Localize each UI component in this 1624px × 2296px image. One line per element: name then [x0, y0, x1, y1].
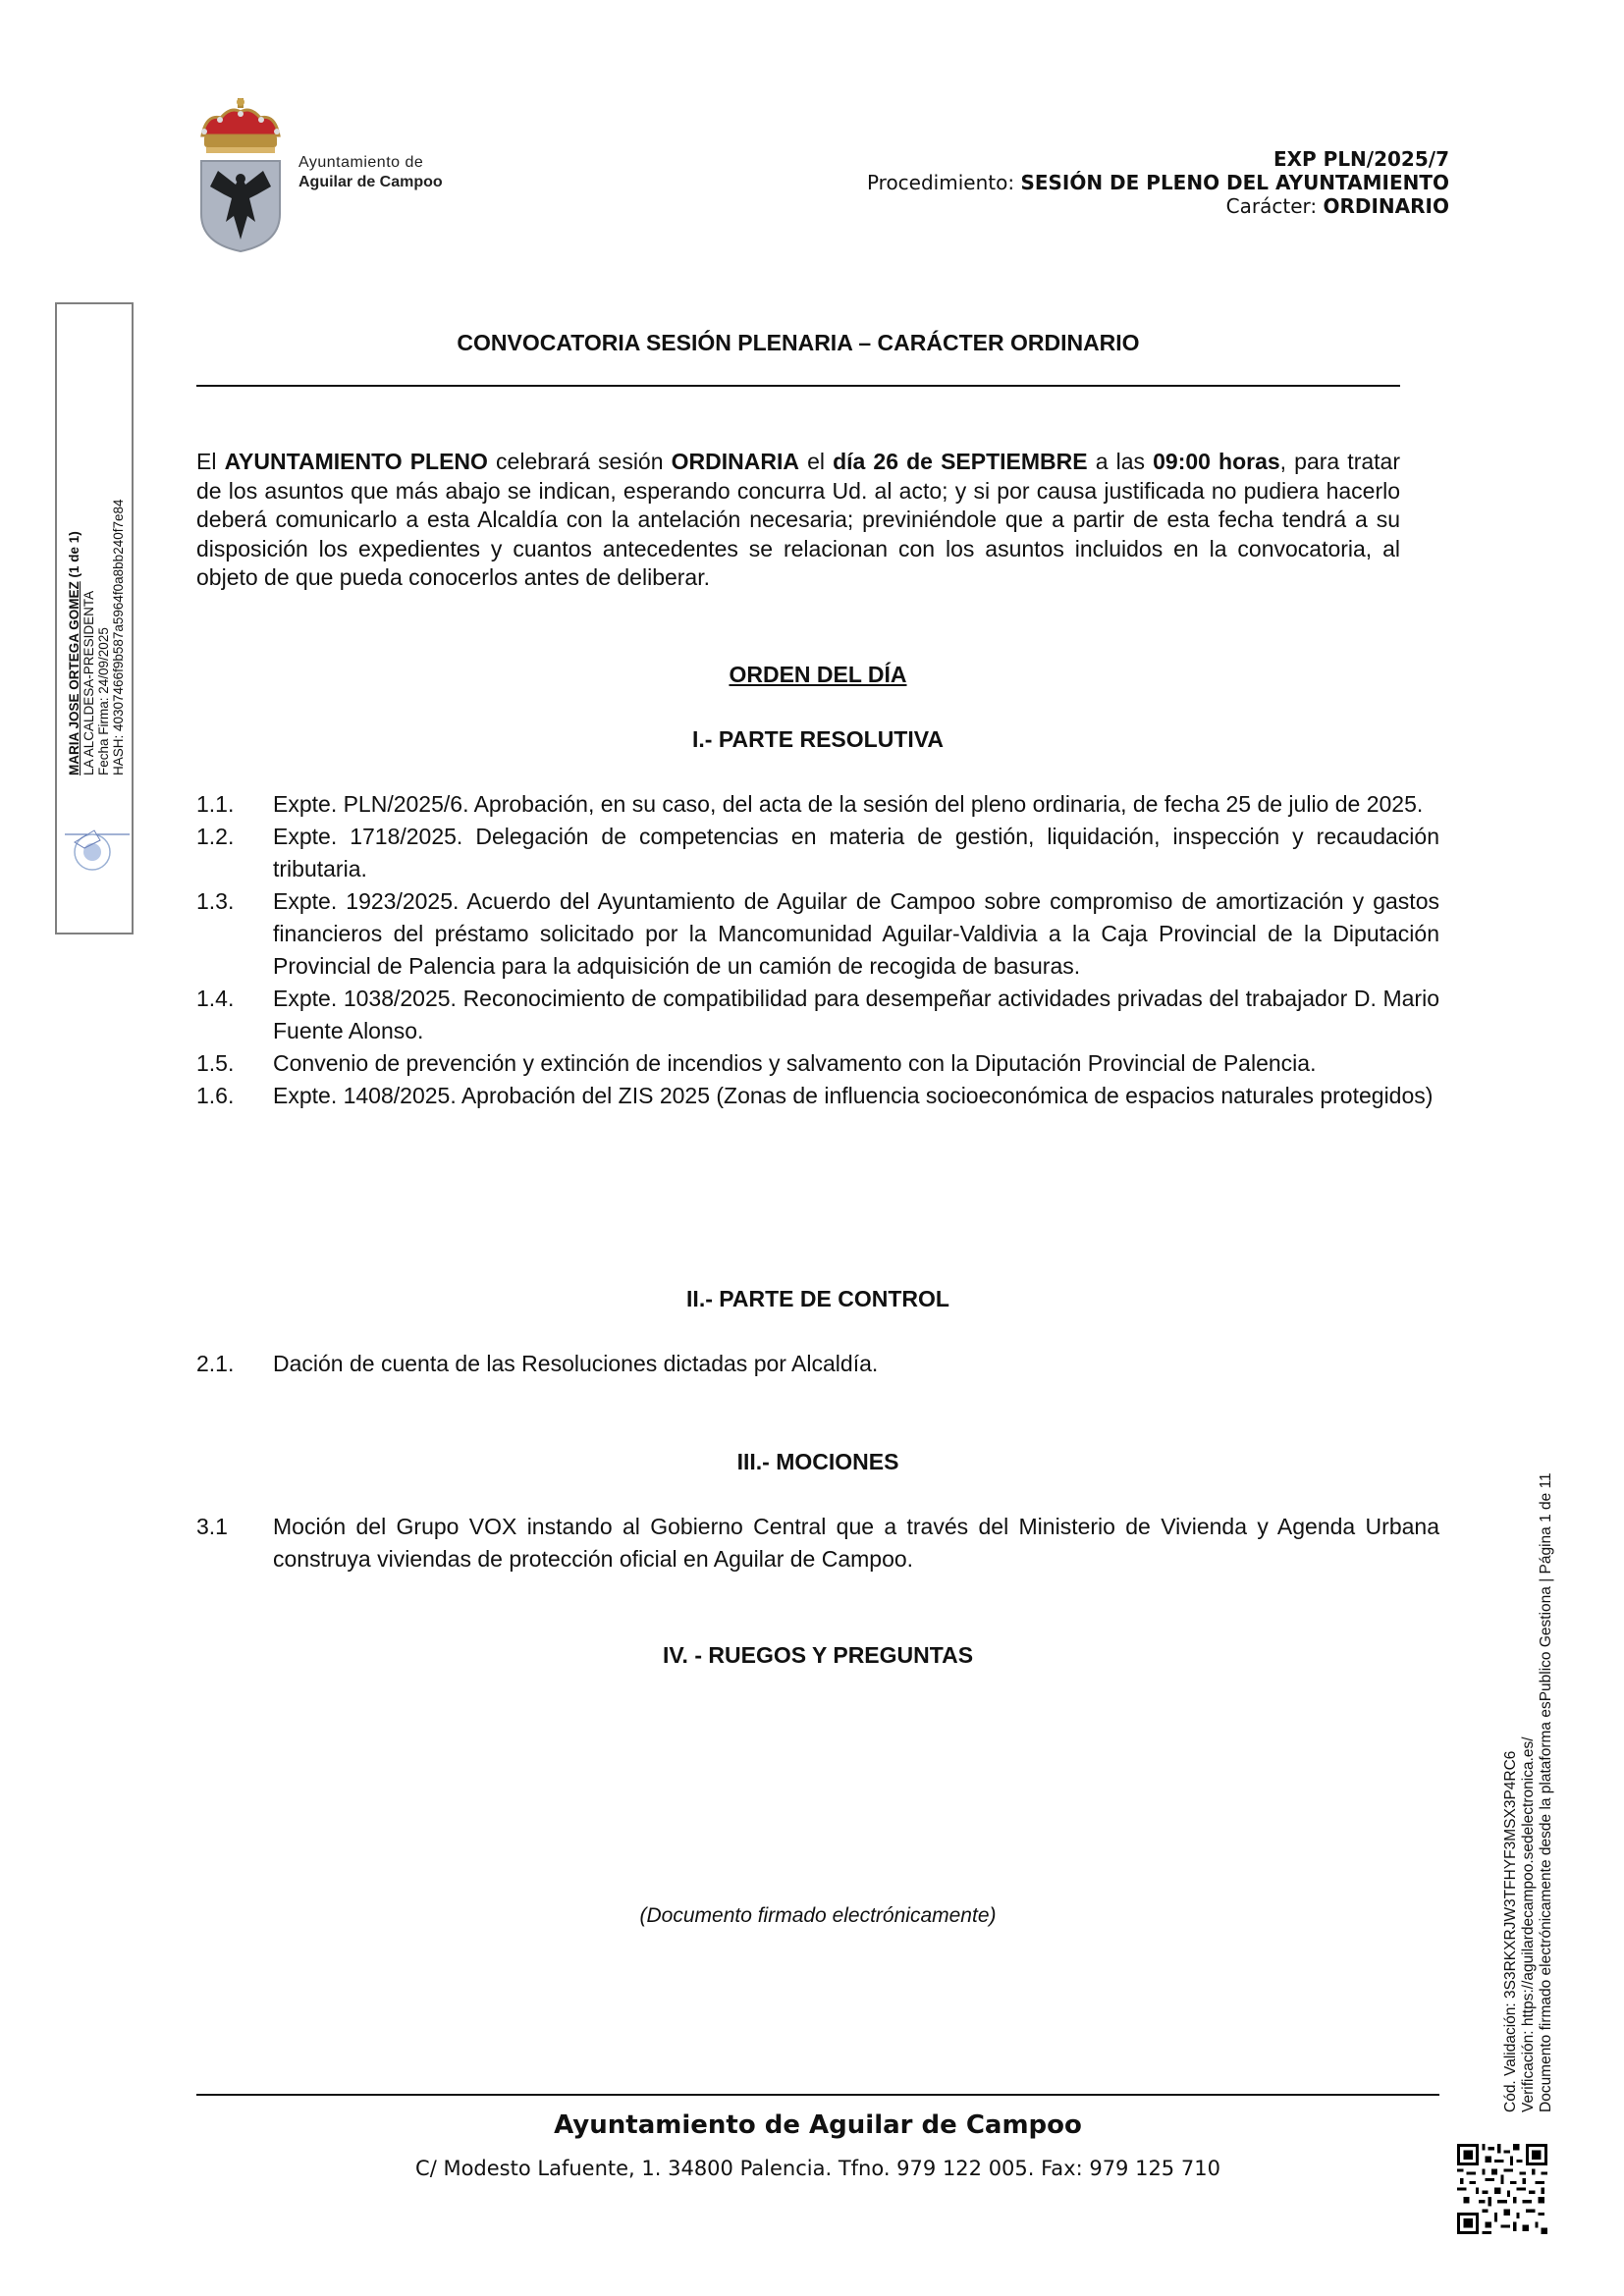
- verification-url[interactable]: Verificación: https://aguilardecampoo.sedelectronica.es/: [1520, 1736, 1537, 2112]
- agenda-item: [196, 1047, 1439, 1080]
- title-divider: [196, 385, 1400, 387]
- agenda-item: [196, 885, 1439, 983]
- intro-text: celebrará sesión: [487, 449, 672, 474]
- item-number: 1.2.: [196, 824, 235, 849]
- section-heading-resolutiva: I.- PARTE RESOLUTIVA: [692, 726, 944, 752]
- agenda-item: [196, 821, 1439, 885]
- footer-divider: [196, 2094, 1439, 2096]
- expediente-block: [867, 147, 1449, 218]
- intro-text: El: [196, 449, 225, 474]
- item-number: 1.4.: [196, 986, 235, 1011]
- verification-strip: [1502, 1472, 1555, 2112]
- item-number: 2.1.: [196, 1351, 235, 1376]
- section-heading-mociones: III.- MOCIONES: [736, 1449, 899, 1474]
- official-seal-icon: [65, 827, 130, 874]
- section-heading-control: II.- PARTE DE CONTROL: [686, 1286, 949, 1311]
- footer-title: Ayuntamiento de Aguilar de Campoo: [554, 2110, 1082, 2140]
- signature-hash: HASH: 40307466f9b587a5964f0a8bb240f7e84: [111, 499, 126, 775]
- signed-electronically-note: (Documento firmado electrónicamente): [639, 1904, 997, 1927]
- validation-code: Cód. Validación: 3S3RKXRJW3TFHYF3MSX3P4RC6: [1502, 1750, 1519, 2112]
- intro-bold-pleno: AYUNTAMIENTO PLENO: [224, 449, 488, 474]
- footer-address: C/ Modesto Lafuente, 1. 34800 Palencia. Tfno. 979 122 005. Fax: 979 125 710: [415, 2157, 1220, 2180]
- item-number: 3.1: [196, 1514, 228, 1539]
- agenda-heading-text: ORDEN DEL DÍA: [729, 662, 907, 687]
- platform-note: Documento firmado electrónicamente desde la plataforma esPublico Gestiona | Página 1 de 11: [1538, 1472, 1554, 2112]
- item-number: 1.3.: [196, 888, 235, 914]
- section-items-control: [196, 1348, 1439, 1380]
- item-text: Dación de cuenta de las Resoluciones dictadas por Alcaldía.: [273, 1351, 879, 1376]
- item-text: Moción del Grupo VOX instando al Gobierno Central que a través del Ministerio de Vivienda y Agenda Urbana construya viviendas de protección oficial en Aguilar de Campoo.: [273, 1514, 1439, 1572]
- intro-paragraph: [196, 448, 1400, 593]
- logo-text: [298, 153, 443, 192]
- intro-bold-date: día 26 de SEPTIEMBRE: [833, 449, 1088, 474]
- signer-name: MARIA JOSE ORTEGA GOMEZ: [67, 581, 81, 775]
- procedimiento-label: Procedimiento:: [866, 171, 1015, 194]
- procedimiento-value: SESIÓN DE PLENO DEL AYUNTAMIENTO: [1020, 171, 1449, 194]
- coat-of-arms-logo: [196, 96, 285, 253]
- agenda-item: [196, 1511, 1439, 1575]
- intro-text: , para tratar de los asuntos que más abajo se indican, esperando concurra Ud. al acto; y si por causa justificada no pudiera hacerlo deberá comunicarlo a esta Alcaldía con la antelación necesaria; previniéndole que a partir de esta fecha tendrá a su disposición los expedientes y cuantos antecedentes se relacionan con los asuntos incluidos en la convocatoria, al objeto de que pueda conocerlos antes de deliberar.: [196, 449, 1400, 590]
- section-items-mociones: [196, 1511, 1439, 1575]
- agenda-item: [196, 983, 1439, 1047]
- logo-line-1: Ayuntamiento de: [298, 154, 424, 171]
- item-text: Expte. 1038/2025. Reconocimiento de compatibilidad para desempeñar actividades privadas del trabajador D. Mario Fuente Alonso.: [273, 986, 1439, 1043]
- agenda-heading: [196, 662, 1439, 688]
- section-items-resolutiva: [196, 788, 1439, 1112]
- item-text: Expte. PLN/2025/6. Aprobación, en su caso, del acta de la sesión del pleno ordinaria, de fecha 25 de julio de 2025.: [273, 791, 1424, 817]
- agenda-item: [196, 788, 1439, 821]
- caracter-value: ORDINARIO: [1323, 194, 1449, 218]
- signature-count: (1 de 1): [67, 531, 81, 578]
- item-number: 1.6.: [196, 1083, 235, 1108]
- item-text: Convenio de prevención y extinción de incendios y salvamento con la Diputación Provincial de Palencia.: [273, 1050, 1317, 1076]
- intro-bold-time: 09:00 horas: [1153, 449, 1280, 474]
- section-heading-ruegos: IV. - RUEGOS Y PREGUNTAS: [662, 1642, 974, 1668]
- expediente-number: EXP PLN/2025/7: [1272, 147, 1449, 171]
- item-text: Expte. 1408/2025. Aprobación del ZIS 2025 (Zonas de influencia socioeconómica de espacios naturales protegidos): [273, 1083, 1434, 1108]
- intro-text: a las: [1087, 449, 1154, 474]
- signature-text: [67, 499, 126, 775]
- item-number: 1.1.: [196, 791, 235, 817]
- qr-code-icon[interactable]: [1457, 2144, 1547, 2234]
- document-title: CONVOCATORIA SESIÓN PLENARIA – CARÁCTER ORDINARIO: [457, 330, 1140, 355]
- signature-date: Fecha Firma: 24/09/2025: [96, 627, 111, 775]
- agenda-item: [196, 1080, 1439, 1112]
- intro-bold-ordinaria: ORDINARIA: [671, 449, 799, 474]
- item-number: 1.5.: [196, 1050, 235, 1076]
- intro-text: el: [798, 449, 834, 474]
- agenda-item: [196, 1348, 1439, 1380]
- item-text: Expte. 1923/2025. Acuerdo del Ayuntamiento de Aguilar de Campoo sobre compromiso de amortización y gastos financieros del préstamo solicitado por la Mancomunidad Aguilar-Valdivia a la Caja Provincial de la Diputación Provincial de Palencia para la adquisición de un camión de recogida de basuras.: [273, 888, 1439, 979]
- logo-line-2: Aguilar de Campoo: [298, 174, 443, 190]
- signer-role: LA ALCALDESA-PRESIDENTA: [81, 590, 96, 775]
- caracter-label: Carácter:: [1225, 194, 1318, 218]
- item-text: Expte. 1718/2025. Delegación de competencias en materia de gestión, liquidación, inspección y recaudación tributaria.: [273, 824, 1439, 881]
